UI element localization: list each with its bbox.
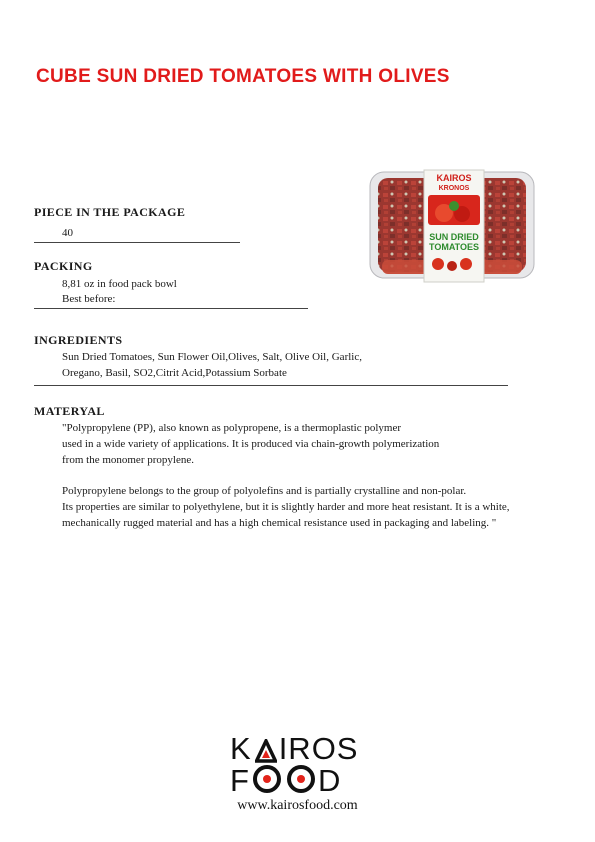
page-title: CUBE SUN DRIED TOMATOES WITH OLIVES [36, 66, 450, 87]
material-p2-line-2: Its properties are similar to polyethylene, but it is slightly harder and more heat resistant. It is a white, [62, 501, 510, 513]
divider [34, 308, 308, 309]
label-product-text: SUN DRIED [429, 232, 479, 242]
ingredients-line-2: Oregano, Basil, SO2,Citrit Acid,Potassium Sorbate [62, 367, 287, 379]
logo-line-kairos [230, 732, 358, 764]
piece-value: 40 [62, 227, 73, 239]
ring-dot-icon [253, 765, 281, 793]
website-link[interactable]: www.kairosfood.com [237, 798, 358, 813]
packing-line-2: Best before: [62, 293, 116, 305]
ingredients-line-1: Sun Dried Tomatoes, Sun Flower Oil,Olives, Salt, Olive Oil, Garlic, [62, 351, 362, 363]
logo-line-food [230, 764, 358, 796]
triangle-icon [255, 737, 277, 761]
logo-letter-k: K [230, 731, 252, 766]
material-p1-line-3: from the monomer propylene. [62, 454, 194, 466]
label-product2-text: TOMATOES [428, 242, 480, 252]
material-p1-line-1: "Polypropylene (PP), also known as polypropene, is a thermoplastic polymer [62, 422, 402, 434]
product-image [368, 168, 536, 284]
ring-dot-icon [287, 765, 315, 793]
material-p1-line-2: used in a wide variety of applications. It is produced via chain-growth polymerization [62, 438, 440, 450]
kairos-food-logo [230, 732, 358, 796]
logo-letter-f: F [230, 763, 250, 798]
label-brand2-text: KRONOS [438, 185, 470, 192]
label-brand-text: KAIROS [436, 173, 472, 183]
material-p2-line-3: mechanically rugged material and has a high chemical resistance used in packaging and labeling. " [62, 517, 497, 529]
packing-line-1: 8,81 oz in food pack bowl [62, 278, 177, 290]
divider [34, 385, 508, 386]
packing-heading: PACKING [34, 259, 93, 273]
piece-heading: PIECE IN THE PACKAGE [34, 205, 186, 219]
logo-letter-d: D [317, 763, 342, 798]
logo-letters-iros: IROS [278, 731, 359, 766]
material-p2-line-1: Polypropylene belongs to the group of polyolefins and is partially crystalline and non-polar. [62, 485, 467, 497]
divider [34, 242, 240, 243]
material-heading: MATERYAL [34, 404, 105, 418]
ingredients-heading: INGREDIENTS [34, 333, 123, 347]
